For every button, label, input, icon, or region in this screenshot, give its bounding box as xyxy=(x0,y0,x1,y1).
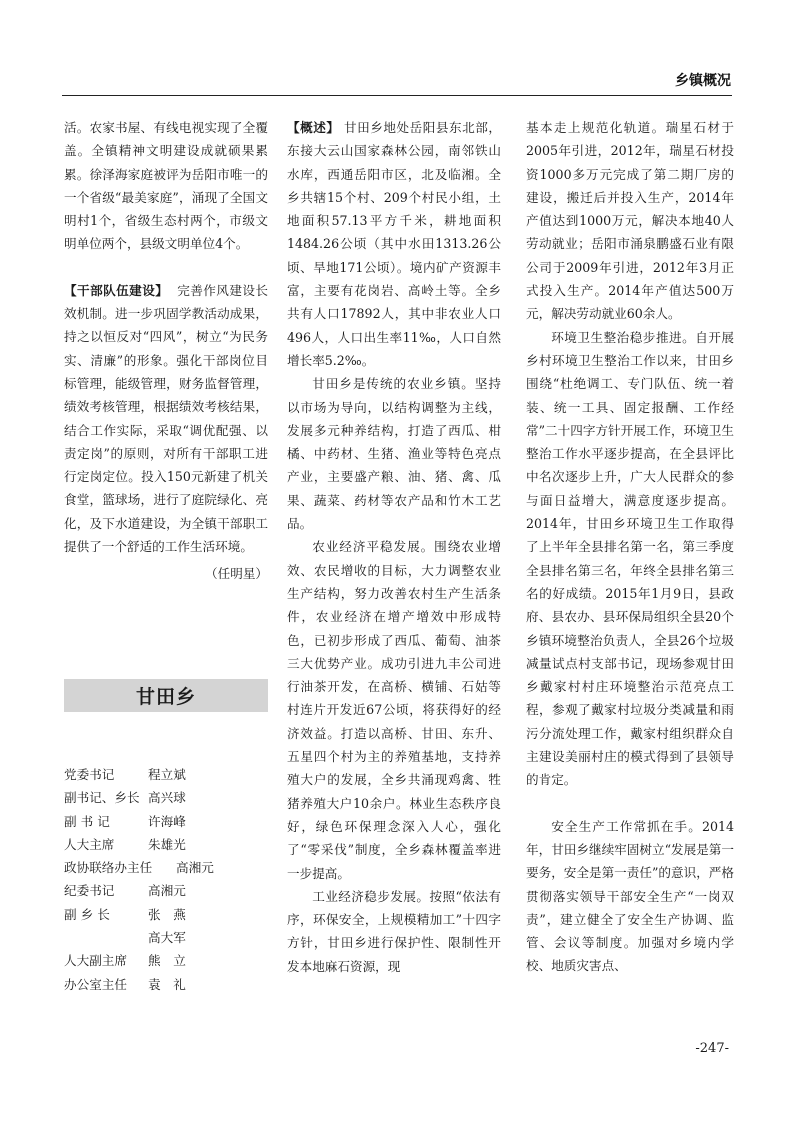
paragraph-culture: 活。农家书屋、有线电视实现了全覆盖。全镇精神文明建设成就硕果累累。徐泽海家庭被评为岳阳市唯一的一个省级“最美家庭”，涌现了全国文明村1个，省级生态村两个，市级文明单位两个，县级文明单位4个。 xyxy=(64,120,268,252)
official-role: 副 乡 长 xyxy=(64,906,110,922)
official-name: 许海峰 xyxy=(148,813,186,829)
official-role: 副 书 记 xyxy=(64,813,110,829)
column-2 xyxy=(287,116,501,978)
paragraph-cadre-team xyxy=(64,279,268,559)
paragraph-agri-economy: 农业经济平稳发展。围绕农业增效、农民增收的目标，大力调整农业生产结构，努力改善农村生产生活条件，农业经济在增产增效中形成特色，已初步形成了西瓜、葡萄、油茶三大优势产业。成功引进九丰公司进行油茶开发，在高桥、横铺、石姑等村连片开发近67公顷，将获得好的经济效益。打造以高桥、甘田、东升、五星四个村为主的养殖基地，支持养殖大户的发展，全乡共涌现鸡禽、牲猪养殖大户10余户。林业生态秩序良好，绿色环保理念深入人心，强化了“零采伐”制度，全乡森林覆盖率进一步提高。 xyxy=(287,539,501,881)
official-row xyxy=(64,786,274,809)
officials-list xyxy=(64,763,274,996)
paragraph-safety: 安全生产工作常抓在手。2014年，甘田乡继续牢固树立“发展是第一要务，安全是第一责任”的意识，严格贯彻落实领导干部安全生产“一岗双责”，建立健全了安全生产协调、监管、会议等制度。加强对乡境内学校、地质灾害点、 xyxy=(526,818,734,974)
official-name: 张 燕 xyxy=(148,906,186,922)
page-number: -247- xyxy=(695,1041,729,1056)
cadre-text: 完善作风建设长效机制。进一步巩固学教活动成果，持之以恒反对“四风”，树立“为民务实、清廉”的形象。强化干部岗位目标管理，能级管理，财务监督管理，绩效考核管理，根据绩效考核结果，结合工作实际，采取“调优配强、以责定岗”的原则，对所有干部职工进行定岗定位。投入150元新建了机关食堂，篮球场，进行了庭院绿化、亮化，及下水道建设，为全镇干部职工提供了一个舒适的工作生活环境。 xyxy=(64,282,269,555)
official-role: 政协联络办主任 xyxy=(64,860,153,876)
paragraph-industry: 工业经济稳步发展。按照“依法有序，环保安全，上规模精加工”十四字方针，甘田乡进行保护性、限制性开发本地麻石资源，现 xyxy=(287,888,501,974)
header-rule xyxy=(62,95,732,96)
official-name: 朱雄光 xyxy=(148,836,186,852)
paragraph-agriculture-town: 甘田乡是传统的农业乡镇。坚持以市场为导向，以结构调整为主线，发展多元种养结构，打造了西瓜、柑橘、中药材、生猪、渔业等特色亮点产业，主要盛产粮、油、猪、禽、瓜果、蔬菜、药材等农产品和竹木工艺品。 xyxy=(287,376,501,532)
official-row xyxy=(64,926,274,949)
official-row xyxy=(64,879,274,902)
running-header-title: 乡镇概况 xyxy=(675,73,731,89)
column-3 xyxy=(526,116,734,978)
official-role xyxy=(64,926,148,949)
official-role: 人大副主席 xyxy=(64,953,127,969)
official-row xyxy=(64,810,274,833)
overview-text: 甘田乡地处岳阳县东北部，东接大云山国家森林公园，南邻铁山水库，西通岳阳市区，北及临湘。全乡共辖15个村、209个村民小组，土地面积57.13平方千米，耕地面积1484.26公顷（其中水田1313.26公顷、旱地171公顷）。境内矿产资源丰富，主要有花岗岩、高岭土等。全乡共有人口17892人，其中非农业人口496人，人口出生率11‰，人口自然增长率5.2‰。 xyxy=(287,120,502,368)
official-name: 高兴球 xyxy=(148,790,186,806)
official-row xyxy=(64,949,274,972)
official-row xyxy=(64,833,274,856)
official-name: 高湘元 xyxy=(148,883,186,899)
official-role: 副书记、乡长 xyxy=(64,790,140,806)
section-tag-cadre: 【干部队伍建设】 xyxy=(64,282,169,298)
official-role: 纪委书记 xyxy=(64,883,115,899)
official-role: 办公室主任 xyxy=(64,976,127,992)
official-row xyxy=(64,903,274,926)
paragraph-overview xyxy=(287,116,501,372)
paragraph-industry-cont: 基本走上规范化轨道。瑞星石材于2005年引进，2012年，瑞星石材投资1000多万元完成了第二期厂房的建设，搬迁后并投入生产，2014年产值达到1000万元，解决本地40人劳动就业；岳阳市涌泉鹏盛石业有限公司于2009年引进，2012年3月正式投入生产。2014年产值达500万元，解决劳动就业60余人。 xyxy=(526,120,734,322)
author-credit: （任明星） xyxy=(205,566,268,582)
official-row xyxy=(64,763,274,786)
official-role: 党委书记 xyxy=(64,767,115,782)
official-name: 熊 立 xyxy=(148,953,186,969)
official-name: 高湘元 xyxy=(176,860,214,876)
paragraph-environment: 环境卫生整治稳步推进。自开展乡村环境卫生整治工作以来，甘田乡围绕“杜绝调工、专门队伍、统一着装、统一工具、固定报酬、工作经常”二十四字方针开展工作，环境卫生整治工作水平逐步提高，在全县评比中名次逐步上升，广大人民群众的参与面日益增大，满意度逐步提高。2014年，甘田乡环境卫生工作取得了上半年全县排名第一名，第三季度全县排名第三名，年终全县排名第三名的好成绩。2015年1月9日，县政府、县农办、县环保局组织全县20个乡镇环境整治负责人，全县26个垃圾减量试点村支部书记，现场参观甘田乡戴家村村庄环境整治示范亮点工程，参观了戴家村垃圾分类减量和雨污分流处理工作，戴家村组织群众自主建设美丽村庄的模式得到了县领导的肯定。 xyxy=(526,329,734,788)
section-title-gantian: 甘田乡 xyxy=(64,679,268,712)
official-name: 程立斌 xyxy=(148,767,186,782)
official-row xyxy=(64,973,274,996)
official-name: 袁 礼 xyxy=(148,976,186,992)
column-1 xyxy=(64,116,268,586)
section-tag-overview: 【概述】 xyxy=(287,120,340,135)
official-name: 高大军 xyxy=(148,930,186,946)
official-row xyxy=(64,856,274,879)
official-role: 人大主席 xyxy=(64,836,115,852)
